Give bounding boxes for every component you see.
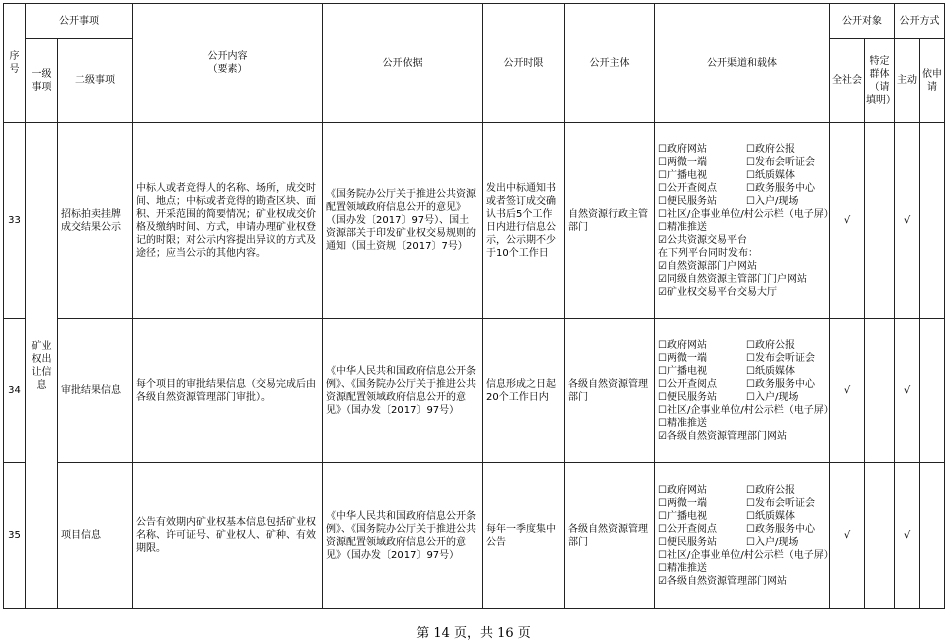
channel-line: ☐两微一端 ☐发布会听证会 — [658, 497, 815, 509]
row-target-all: √ — [830, 123, 865, 319]
disclosure-table — [3, 3, 945, 609]
page-footer: 第 14 页，共 16 页 — [416, 626, 531, 641]
header-level1: 一级事项 — [26, 39, 58, 123]
row-method-active: √ — [895, 463, 920, 609]
header-target: 公开对象 — [830, 4, 895, 39]
row-method-active: √ — [895, 319, 920, 463]
channel-list — [658, 143, 834, 299]
channel-line: ☐政府网站 ☐政府公报 — [658, 484, 795, 496]
row-level2: 审批结果信息 — [58, 319, 133, 463]
header-subject: 公开主体 — [565, 4, 655, 123]
row-subject: 各级自然资源管理部门 — [565, 463, 655, 609]
channel-line: ☐广播电视 ☐纸质媒体 — [658, 510, 795, 522]
channel-line: ☐便民服务站 ☐入户/现场 — [658, 391, 799, 403]
row-seq: 35 — [4, 463, 26, 609]
header-content-title: 公开内容 — [207, 51, 248, 62]
header-level2: 二级事项 — [58, 39, 133, 123]
header-target-specific: 特定群体（请填明） — [865, 39, 895, 123]
channel-line: 在下列平台同时发布： — [658, 247, 758, 259]
channel-line: ☐精准推送 — [658, 221, 707, 233]
channel-line: ☐公开查阅点 ☐政务服务中心 — [658, 378, 815, 390]
channel-line: ☑各级自然资源管理部门网站 — [658, 575, 787, 587]
channel-line: ☐社区/企事业单位/村公示栏（电子屏） — [658, 549, 834, 561]
channel-line: ☑自然资源部门户网站 — [658, 260, 757, 272]
row-channels — [655, 123, 834, 319]
row-target-all: √ — [830, 463, 865, 609]
row-target-specific — [865, 319, 895, 463]
row-content: 公告有效期内矿业权基本信息包括矿业权名称、许可证号、矿业权人、矿种、有效期限。 — [133, 463, 323, 609]
channel-line: ☐两微一端 ☐发布会听证会 — [658, 352, 815, 364]
channel-line: ☐公开查阅点 ☐政务服务中心 — [658, 182, 815, 194]
row-content: 每个项目的审批结果信息（交易完成后由各级自然资源管理部门审批）。 — [133, 319, 323, 463]
header-row-1 — [4, 4, 945, 39]
row-subject: 自然资源行政主管部门 — [565, 123, 655, 319]
channel-line: ☐便民服务站 ☐入户/现场 — [658, 536, 799, 548]
channel-line: ☐政府网站 ☐政府公报 — [658, 143, 795, 155]
header-channels: 公开渠道和载体 — [655, 4, 830, 123]
row-time: 信息形成之日起20个工作日内 — [483, 319, 565, 463]
row-level2: 项目信息 — [58, 463, 133, 609]
channel-line: ☐精准推送 — [658, 562, 707, 574]
header-content — [133, 4, 323, 123]
header-method-active: 主动 — [895, 39, 920, 123]
channel-list — [658, 484, 834, 588]
row-channels — [655, 319, 834, 463]
table-row — [4, 123, 945, 319]
row-basis: 《国务院办公厅关于推进公共资源配置领域政府信息公开的意见》（国办发〔2017〕97号）、国土资源部关于印发矿业权交易规则的通知（国土资规〔2017〕7号） — [323, 123, 483, 319]
row-subject: 各级自然资源管理部门 — [565, 319, 655, 463]
channel-line: ☐广播电视 ☐纸质媒体 — [658, 365, 795, 377]
header-basis: 公开依据 — [323, 4, 483, 123]
row-basis: 《中华人民共和国政府信息公开条例》、《国务院办公厅关于推进公共资源配置领域政府信息公开的意见》（国办发〔2017〕97号） — [323, 463, 483, 609]
row-basis: 《中华人民共和国政府信息公开条例》、《国务院办公厅关于推进公共资源配置领域政府信息公开的意见》（国办发〔2017〕97号） — [323, 319, 483, 463]
row-method-apply — [920, 319, 945, 463]
row-method-apply — [920, 463, 945, 609]
row-target-specific — [865, 463, 895, 609]
channel-line: ☑同级自然资源主管部门门户网站 — [658, 273, 807, 285]
channel-line: ☐政府网站 ☐政府公报 — [658, 339, 795, 351]
channel-line: ☐社区/企事业单位/村公示栏（电子屏） — [658, 208, 834, 220]
header-method: 公开方式 — [895, 4, 945, 39]
row-channels — [655, 463, 834, 609]
header-target-all: 全社会 — [830, 39, 865, 123]
channel-line: ☐便民服务站 ☐入户/现场 — [658, 195, 799, 207]
table-row — [4, 463, 945, 609]
row-time: 发出中标通知书或者签订成交确认书后5个工作日内进行信息公示，公示期不少于10个工作日 — [483, 123, 565, 319]
header-seq: 序号 — [4, 4, 26, 123]
channel-line: ☑公共资源交易平台 — [658, 234, 747, 246]
row-time: 每年一季度集中公告 — [483, 463, 565, 609]
header-time: 公开时限 — [483, 4, 565, 123]
header-items: 公开事项 — [26, 4, 133, 39]
header-method-apply: 依申请 — [920, 39, 945, 123]
channel-line: ☐社区/企事业单位/村公示栏（电子屏） — [658, 404, 834, 416]
channel-line: ☑各级自然资源管理部门网站 — [658, 430, 787, 442]
row-content: 中标人或者竞得人的名称、场所，成交时间、地点；中标或者竞得的勘查区块、面积、开采范围的简要情况；矿业权成交价格及缴纳时间、方式，申请办理矿业权登记的时限；对公示内容提出异议的方式及途径；应当公示的其他内容。 — [133, 123, 323, 319]
channel-line: ☑矿业权交易平台交易大厅 — [658, 286, 777, 298]
row-seq: 34 — [4, 319, 26, 463]
header-content-sub: （要素） — [207, 64, 248, 75]
channel-line: ☐广播电视 ☐纸质媒体 — [658, 169, 795, 181]
row-method-active: √ — [895, 123, 920, 319]
row-level2: 招标拍卖挂牌成交结果公示 — [58, 123, 133, 319]
row-seq: 33 — [4, 123, 26, 319]
channel-line: ☐公开查阅点 ☐政务服务中心 — [658, 523, 815, 535]
row-target-specific — [865, 123, 895, 319]
row-target-all: √ — [830, 319, 865, 463]
level1-item: 矿业权出让信息 — [26, 123, 58, 609]
row-method-apply — [920, 123, 945, 319]
channel-list — [658, 339, 834, 443]
table-row — [4, 319, 945, 463]
channel-line: ☐两微一端 ☐发布会听证会 — [658, 156, 815, 168]
channel-line: ☐精准推送 — [658, 417, 707, 429]
